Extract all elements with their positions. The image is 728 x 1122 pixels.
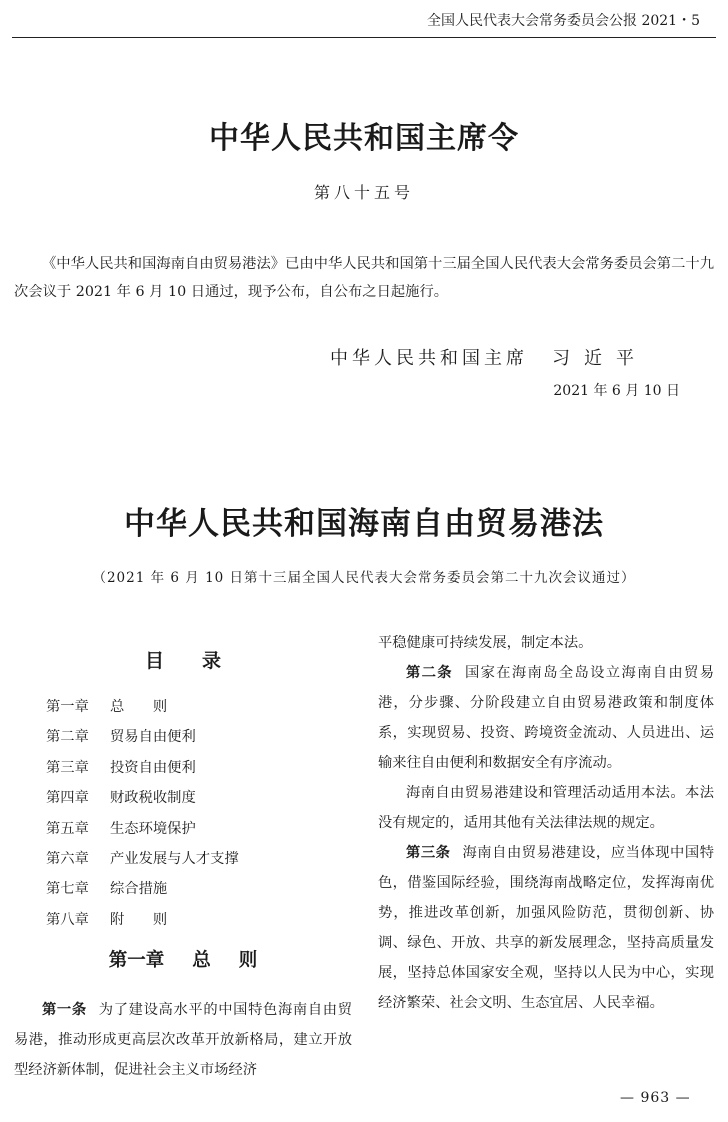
toc-title: 目录 bbox=[144, 650, 259, 672]
article-text: 国家在海南岛全岛设立海南自由贸易港，分步骤、分阶段建立自由贸易港政策和制度体系，实现贸易、投资、跨境资金流动、人员进出、运输来往自由便利和数据安全有序流动。 bbox=[378, 665, 715, 771]
toc-item bbox=[14, 814, 352, 844]
header-rule bbox=[12, 37, 716, 38]
chapter-word: 总 bbox=[192, 950, 211, 971]
toc-chapter-name: 产业发展与人才支撑 bbox=[110, 850, 239, 867]
article-3-paragraph bbox=[378, 838, 714, 1018]
signer-name: 习近平 bbox=[552, 348, 648, 369]
page-number: — 963 — bbox=[620, 1090, 691, 1106]
toc-chapter-name: 财政税收制度 bbox=[110, 790, 196, 807]
toc-chapter-number: 第四章 bbox=[46, 790, 89, 807]
chapter-number: 第一章 bbox=[108, 950, 165, 971]
article-2-paragraph bbox=[378, 658, 714, 778]
toc-chapter-number: 第八章 bbox=[46, 911, 89, 928]
toc-chapter-number: 第二章 bbox=[46, 729, 89, 746]
article-1-continuation: 平稳健康可持续发展，制定本法。 bbox=[378, 635, 593, 651]
toc-chapter-number: 第五章 bbox=[46, 820, 89, 837]
toc-chapter-number: 第七章 bbox=[46, 881, 89, 898]
running-header: 全国人民代表大会常务委员会公报 2021・5 bbox=[427, 13, 700, 29]
table-of-contents bbox=[14, 692, 352, 935]
right-column bbox=[378, 628, 714, 1018]
toc-chapter-number: 第三章 bbox=[46, 759, 89, 776]
toc-chapter-name: 生态环境保护 bbox=[110, 820, 196, 837]
toc-chapter-name: 总 则 bbox=[110, 699, 168, 715]
law-title: 中华人民共和国海南自由贸易港法 bbox=[124, 506, 604, 542]
toc-chapter-number: 第六章 bbox=[46, 850, 89, 867]
chapter-word: 则 bbox=[238, 950, 258, 971]
toc-chapter-number: 第一章 bbox=[46, 699, 89, 715]
toc-item bbox=[14, 905, 352, 935]
toc-item bbox=[14, 783, 352, 813]
chapter-heading bbox=[14, 946, 352, 972]
order-title: 中华人民共和国主席令 bbox=[209, 121, 519, 156]
left-paragraphs bbox=[14, 995, 352, 1085]
toc-chapter-name: 贸易自由便利 bbox=[110, 729, 196, 746]
article-label: 第二条 bbox=[406, 665, 453, 681]
law-subtitle: （2021 年 6 月 10 日第十三届全国人民代表大会常务委员会第二十九次会议通过） bbox=[92, 570, 636, 586]
signer-title: 中华人民共和国主席 bbox=[330, 348, 528, 369]
toc-item bbox=[14, 874, 352, 904]
toc-chapter-name: 附 则 bbox=[110, 911, 168, 928]
article-2-paragraph-2: 海南自由贸易港建设和管理活动适用本法。本法没有规定的，适用其他有关法律法规的规定。 bbox=[378, 785, 714, 831]
toc-item bbox=[14, 722, 352, 752]
toc-chapter-name: 投资自由便利 bbox=[110, 759, 196, 776]
signature-date: 2021 年 6 月 10 日 bbox=[553, 383, 680, 399]
article-1-paragraph bbox=[14, 995, 352, 1085]
toc-item bbox=[14, 844, 352, 874]
article-label: 第一条 bbox=[42, 1002, 87, 1018]
article-label: 第三条 bbox=[406, 845, 451, 861]
article-text: 为了建设高水平的中国特色海南自由贸易港，推动形成更高层次改革开放新格局，建立开放型经济新体制，促进社会主义市场经济 bbox=[14, 1002, 352, 1078]
article-text: 海南自由贸易港建设，应当体现中国特色，借鉴国际经验，围绕海南战略定位，发挥海南优势，推进改革创新，加强风险防范，贯彻创新、协调、绿色、开放、共享的新发展理念，坚持高质量发展，坚持总体国家安全观，坚持以人民为中心，实现经济繁荣、社会文明、生态宜居、人民幸福。 bbox=[378, 845, 715, 1011]
signature-line bbox=[330, 344, 648, 370]
toc-item bbox=[14, 753, 352, 783]
toc-chapter-name: 综合措施 bbox=[110, 881, 168, 898]
order-number: 第八十五号 bbox=[313, 183, 414, 202]
order-text: 《中华人民共和国海南自由贸易港法》已由中华人民共和国第十三届全国人民代表大会常务委员会第二十九次会议于 2021 年 6 月 10 日通过，现予公布，自公布之日起施行。 bbox=[14, 256, 714, 300]
toc-item bbox=[14, 692, 352, 722]
